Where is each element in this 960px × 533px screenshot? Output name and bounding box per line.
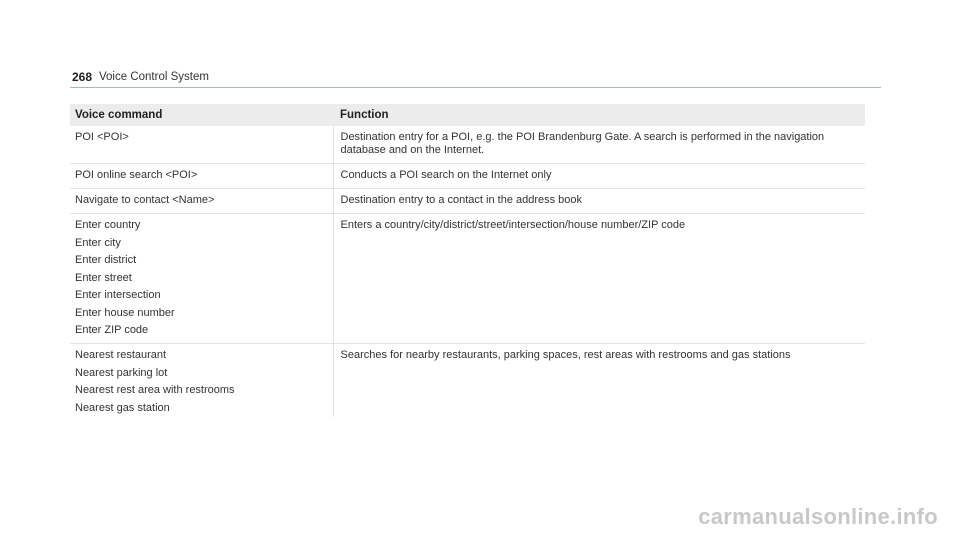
command-text: POI online search <POI> xyxy=(75,169,198,181)
watermark: carmanualsonline.info xyxy=(698,504,938,529)
command-cell xyxy=(70,189,333,214)
function-cell: Enters a country/city/district/street/intersection/house number/ZIP code xyxy=(333,214,865,344)
command-text: Enter city xyxy=(75,236,121,249)
command-text: Enter street xyxy=(75,271,132,284)
column-header-voice-command: Voice command xyxy=(70,104,333,126)
command-cell xyxy=(70,126,333,164)
column-header-function: Function xyxy=(333,104,865,126)
table-row xyxy=(70,214,865,344)
function-cell: Destination entry to a contact in the address book xyxy=(333,189,865,214)
section-title: Voice Control System xyxy=(99,71,209,83)
command-text: Enter intersection xyxy=(75,289,161,301)
command-text: Enter house number xyxy=(75,306,175,319)
page-header xyxy=(70,70,881,88)
table-row xyxy=(70,164,865,189)
command-cell xyxy=(70,164,333,189)
table-row xyxy=(70,126,865,164)
command-text: Nearest gas station xyxy=(75,401,170,414)
command-cell xyxy=(70,344,333,417)
table-header-row xyxy=(70,104,865,126)
command-text: Enter country xyxy=(75,219,141,231)
command-cell xyxy=(70,214,333,344)
command-text: Nearest parking lot xyxy=(75,366,168,379)
function-cell: Searches for nearby restaurants, parking spaces, rest areas with restrooms and gas stations xyxy=(333,344,865,417)
table-row xyxy=(70,344,865,417)
command-text: Navigate to contact <Name> xyxy=(75,194,215,206)
page-number: 268 xyxy=(72,70,93,84)
command-text: POI <POI> xyxy=(75,131,129,143)
command-text: Nearest rest area with restrooms xyxy=(75,384,235,396)
command-text: Enter district xyxy=(75,254,137,266)
function-cell: Destination entry for a POI, e.g. the POI Brandenburg Gate. A search is performed in the navigation database and on the Internet. xyxy=(333,126,865,164)
voice-command-table xyxy=(70,104,865,417)
function-cell: Conducts a POI search on the Internet only xyxy=(333,164,865,189)
table-row xyxy=(70,189,865,214)
command-text: Enter ZIP code xyxy=(75,324,149,336)
command-text: Nearest restaurant xyxy=(75,349,167,361)
